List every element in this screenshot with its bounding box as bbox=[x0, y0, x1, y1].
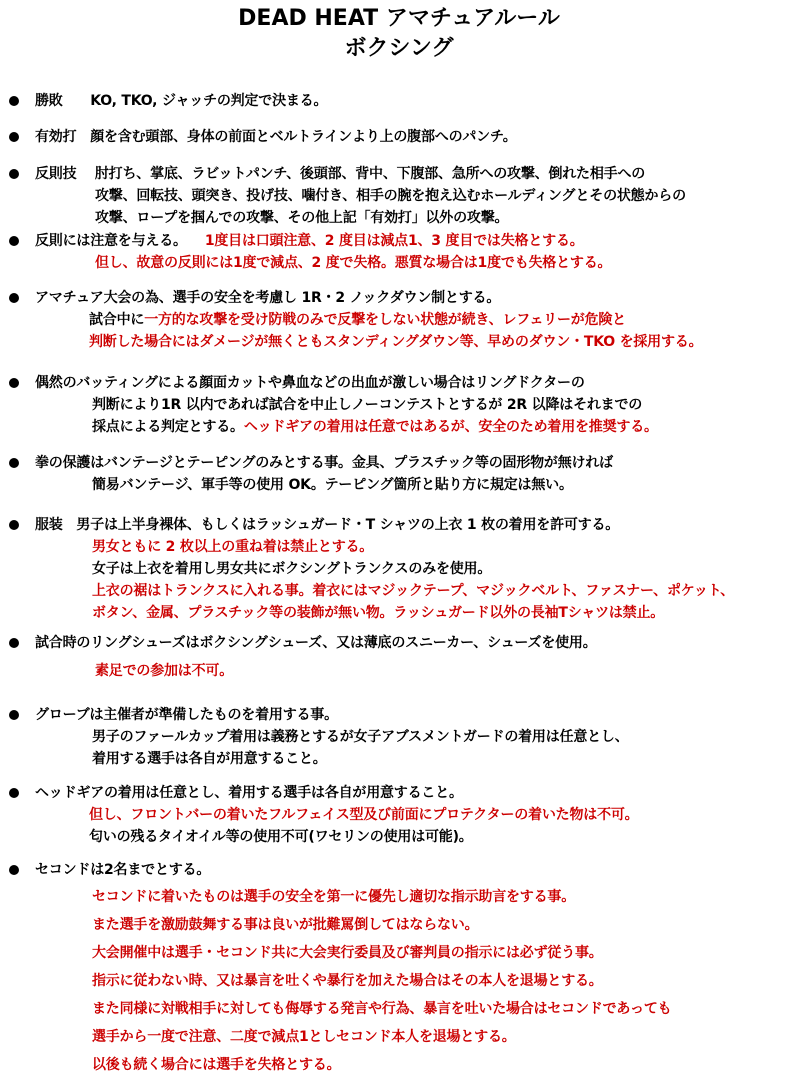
rule-fouls-line1: 反則技 肘打ち、掌底、ラビットパンチ、後頭部、背中、下腹部、急所への攻撃、倒れた相手への bbox=[35, 166, 646, 182]
document-title: DEAD HEAT アマチュアルール bbox=[238, 6, 560, 31]
rule-knockdown-red: 一方的な攻撃を受け防戦のみで反撃をしない状態が続き、レフェリーが危険と bbox=[144, 312, 626, 328]
rule-second-line6: また同様に対戦相手に対しても侮辱する発言や行為、暴言を吐いた場合はセコンドであっても bbox=[92, 1001, 672, 1017]
rule-headgear-line3: 匂いの残るタイオイル等の使用不可(ワセリンの使用は可能)。 bbox=[89, 829, 473, 845]
rule-knockdown-line1: アマチュア大会の為、選手の安全を考慮し 1R・2 ノックダウン制とする。 bbox=[35, 290, 501, 306]
rule-gloves-line1: グローブは主催者が準備したものを着用する事。 bbox=[35, 707, 338, 723]
bullet-icon bbox=[9, 378, 19, 388]
rule-fouls-line3: 攻撃、ロープを掴んでの攻撃、その他上記「有効打」以外の攻撃。 bbox=[95, 210, 509, 226]
rule-attire-line2: 男女ともに 2 枚以上の重ね着は禁止とする。 bbox=[92, 539, 374, 555]
document-subtitle: ボクシング bbox=[344, 36, 454, 61]
bullet-icon bbox=[9, 788, 19, 798]
bullet-icon bbox=[9, 710, 19, 720]
rule-second-line3: また選手を激励鼓舞する事は良いが批難罵倒してはならない。 bbox=[92, 917, 479, 933]
rule-attire-line5: ボタン、金属、プラスチック等の装飾が無い物。ラッシュガード以外の長袖Tシャツは禁止。 bbox=[92, 605, 665, 621]
rule-butting-line3 bbox=[92, 417, 658, 437]
rule-second-line5: 指示に従わない時、又は暴言を吐くや暴行を加えた場合はその本人を退場とする。 bbox=[92, 973, 603, 989]
bullet-icon bbox=[9, 132, 19, 142]
rule-second-line4: 大会開催中は選手・セコンド共に大会実行委員及び審判員の指示には必ず従う事。 bbox=[92, 945, 603, 961]
rule-penalty-line1 bbox=[35, 231, 584, 251]
bullet-icon bbox=[9, 169, 19, 179]
rule-second-line2: セコンドに着いたものは選手の安全を第一に優先し適切な指示助言をする事。 bbox=[92, 889, 575, 905]
rule-result: 勝敗 KO, TKO, ジャッチの判定で決まる。 bbox=[35, 93, 328, 109]
rule-butting-red: ヘッドギアの着用は任意ではあるが、安全のため着用を推奨する。 bbox=[243, 419, 658, 435]
rule-attire-line1: 服装 男子は上半身裸体、もしくはラッシュガード・T シャツの上衣 1 枚の着用を許可する。 bbox=[35, 517, 620, 533]
bullet-icon bbox=[9, 520, 19, 530]
rule-penalty-text: 反則には注意を与える。 bbox=[35, 233, 187, 249]
bullet-icon bbox=[9, 96, 19, 106]
rule-penalty-line2: 但し、故意の反則には1度で減点、2 度で失格。悪質な場合は1度でも失格とする。 bbox=[95, 255, 612, 271]
rule-hand-wraps-line1: 拳の保護はバンテージとテーピングのみとする事。金具、プラスチック等の固形物が無ければ bbox=[35, 455, 613, 471]
rule-attire-line3: 女子は上衣を着用し男女共にボクシングトランクスのみを使用。 bbox=[92, 561, 492, 577]
rule-headgear-line2: 但し、フロントバーの着いたフルフェイス型及び前面にプロテクターの着いた物は不可。 bbox=[89, 807, 639, 823]
rule-attire-line4: 上衣の裾はトランクスに入れる事。着衣にはマジックテープ、マジックベルト、ファスナー、ポケット、 bbox=[92, 583, 735, 599]
rule-penalty-red: 1度目は口頭注意、2 度目は減点1、3 度目では失格とする。 bbox=[204, 233, 584, 249]
bullet-icon bbox=[9, 293, 19, 303]
bullet-icon bbox=[9, 458, 19, 468]
rule-second-line7: 選手から一度で注意、二度で減点1としセコンド本人を退場とする。 bbox=[92, 1029, 516, 1045]
bullet-icon bbox=[9, 638, 19, 648]
rule-knockdown-line2 bbox=[89, 310, 626, 330]
rule-second-line8: 以後も続く場合には選手を失格とする。 bbox=[92, 1057, 341, 1073]
rule-second-line1: セコンドは2名までとする。 bbox=[35, 862, 211, 878]
rule-gloves-line2: 男子のファールカップ着用は義務とするが女子アブスメントガードの着用は任意とし、 bbox=[92, 729, 629, 745]
bullet-icon bbox=[9, 236, 19, 246]
rule-butting-line2: 判断により1R 以内であれば試合を中止しノーコンテストとするが 2R 以降はそれまでの bbox=[92, 397, 643, 413]
rule-knockdown-line3: 判断した場合にはダメージが無くともスタンディングダウン等、早めのダウン・TKO を採用する。 bbox=[89, 334, 703, 350]
rule-gloves-line3: 着用する選手は各自が用意すること。 bbox=[92, 751, 327, 767]
bullet-icon bbox=[9, 865, 19, 875]
rule-knockdown-prefix: 試合中に bbox=[89, 312, 145, 328]
rule-fouls-line2: 攻撃、回転技、頭突き、投げ技、噛付き、相手の腕を抱え込むホールディングとその状態からの bbox=[95, 188, 686, 204]
rule-butting-line1: 偶然のバッティングによる顔面カットや鼻血などの出血が激しい場合はリングドクターの bbox=[35, 375, 585, 391]
rule-valid-strikes: 有効打 顔を含む頭部、身体の前面とベルトラインより上の腹部へのパンチ。 bbox=[35, 129, 517, 145]
rule-hand-wraps-line2: 簡易バンテージ、軍手等の使用 OK。テーピング箇所と貼り方に規定は無い。 bbox=[92, 477, 573, 493]
rule-butting-text: 採点による判定とする。 bbox=[92, 419, 244, 435]
rule-shoes-line2: 素足での参加は不可。 bbox=[95, 663, 233, 679]
rule-shoes-line1: 試合時のリングシューズはボクシングシューズ、又は薄底のスニーカー、シューズを使用。 bbox=[35, 635, 597, 651]
rule-headgear-line1: ヘッドギアの着用は任意とし、着用する選手は各自が用意すること。 bbox=[35, 785, 463, 801]
